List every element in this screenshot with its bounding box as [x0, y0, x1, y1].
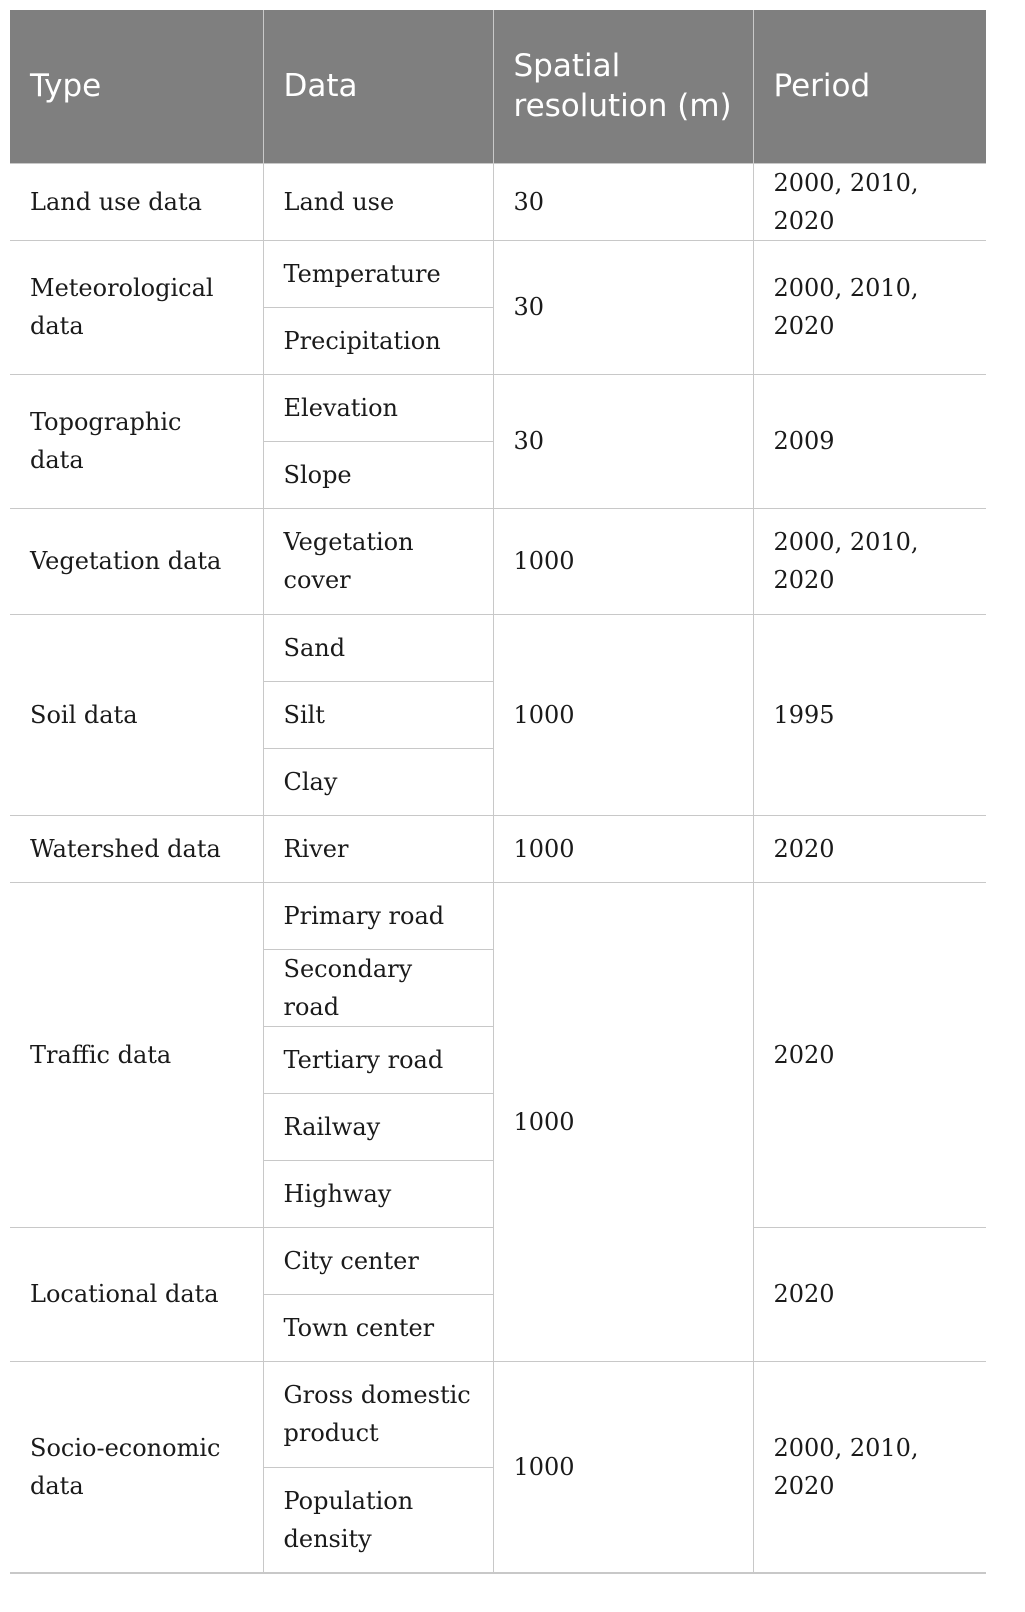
data-cell: Slope	[263, 441, 493, 508]
type-cell: Socio-economic data	[10, 1361, 263, 1573]
data-cell: Land use	[263, 163, 493, 240]
data-cell: Tertiary road	[263, 1026, 493, 1093]
table-row	[10, 882, 986, 949]
data-cell: Population density	[263, 1467, 493, 1573]
resolution-cell: 1000	[493, 815, 753, 882]
type-cell: Locational data	[10, 1227, 263, 1361]
data-cell: River	[263, 815, 493, 882]
period-cell: 2000, 2010, 2020	[753, 163, 986, 240]
period-cell: 2000, 2010, 2020	[753, 240, 986, 374]
data-cell: Precipitation	[263, 307, 493, 374]
period-cell: 2020	[753, 1227, 986, 1361]
type-cell: Vegetation data	[10, 508, 263, 614]
period-cell: 1995	[753, 614, 986, 815]
type-cell: Topographic data	[10, 374, 263, 508]
header-data: Data	[263, 10, 493, 163]
table-row	[10, 614, 986, 681]
resolution-cell: 30	[493, 163, 753, 240]
table-row	[10, 240, 986, 307]
type-cell: Soil data	[10, 614, 263, 815]
data-cell: Vegetation cover	[263, 508, 493, 614]
table-header	[10, 10, 986, 163]
type-cell: Watershed data	[10, 815, 263, 882]
data-cell: Gross domestic product	[263, 1361, 493, 1467]
resolution-cell: 1000	[493, 1361, 753, 1573]
type-cell: Land use data	[10, 163, 263, 240]
table-row	[10, 1361, 986, 1467]
data-cell: Primary road	[263, 882, 493, 949]
header-period: Period	[753, 10, 986, 163]
data-cell: Clay	[263, 748, 493, 815]
data-cell: Town center	[263, 1294, 493, 1361]
header-spatial-resolution: Spatial resolution (m)	[493, 10, 753, 163]
table-row	[10, 163, 986, 240]
data-cell: Elevation	[263, 374, 493, 441]
type-cell: Meteorological data	[10, 240, 263, 374]
data-cell: Silt	[263, 681, 493, 748]
data-sources-table	[10, 10, 986, 1574]
period-cell: 2000, 2010, 2020	[753, 1361, 986, 1573]
header-row	[10, 10, 986, 163]
table-row	[10, 374, 986, 441]
data-cell: Temperature	[263, 240, 493, 307]
type-cell: Traffic data	[10, 882, 263, 1227]
period-cell: 2000, 2010, 2020	[753, 508, 986, 614]
resolution-cell: 1000	[493, 614, 753, 815]
table-row	[10, 815, 986, 882]
resolution-cell: 1000	[493, 882, 753, 1361]
data-cell: Railway	[263, 1093, 493, 1160]
table-row	[10, 508, 986, 614]
data-cell: Sand	[263, 614, 493, 681]
data-cell: Secondary road	[263, 949, 493, 1026]
resolution-cell: 1000	[493, 508, 753, 614]
period-cell: 2009	[753, 374, 986, 508]
resolution-cell: 30	[493, 374, 753, 508]
resolution-cell: 30	[493, 240, 753, 374]
data-cell: City center	[263, 1227, 493, 1294]
data-cell: Highway	[263, 1160, 493, 1227]
period-cell: 2020	[753, 882, 986, 1227]
period-cell: 2020	[753, 815, 986, 882]
table-body	[10, 163, 986, 1573]
header-type: Type	[10, 10, 263, 163]
